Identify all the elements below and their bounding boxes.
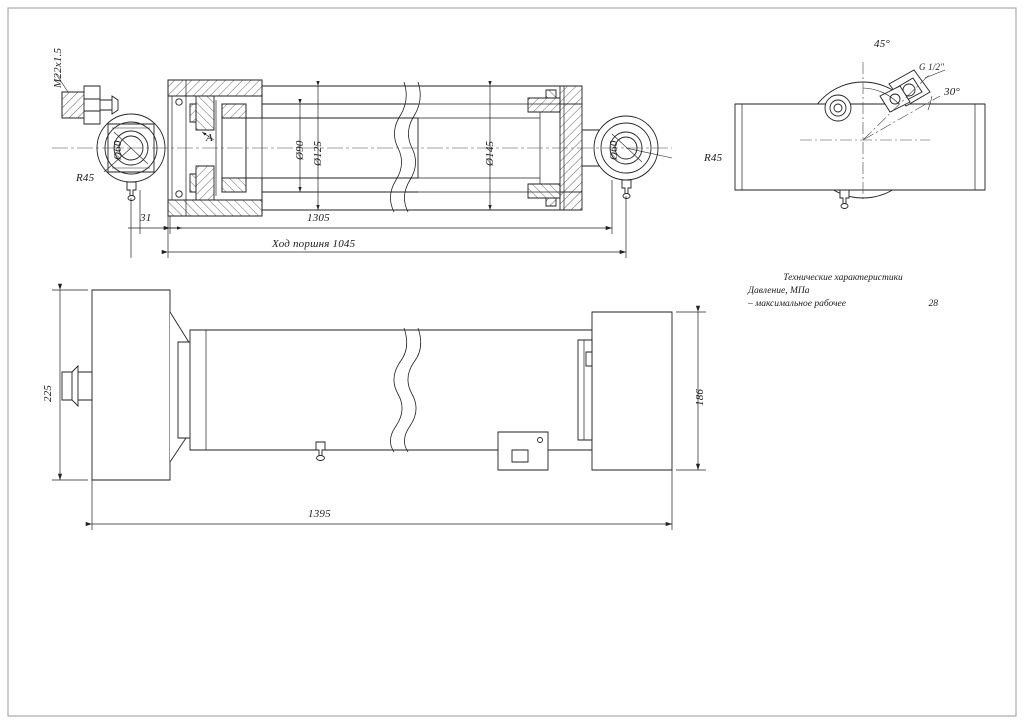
tech-spec-title: Технические характеристики [783, 273, 903, 283]
end-view-geometry [735, 62, 985, 209]
label-piston-dia: Ø125 [312, 140, 324, 166]
tech-spec-row [748, 285, 938, 298]
label-eye-radius-right: R45 [704, 152, 723, 164]
label-piston-stroke: Ход поршня 1045 [272, 238, 356, 250]
label-eye-radius-left: R45 [76, 172, 95, 184]
section-view-geometry [52, 80, 672, 216]
label-detail-mark-a: A [206, 132, 213, 144]
label-height-225: 225 [42, 384, 54, 402]
label-length-1395: 1395 [308, 508, 331, 520]
label-barrel-dia: Ø145 [484, 140, 496, 166]
label-thread-m22: M22x1.5 [52, 47, 64, 88]
label-dim-1305: 1305 [307, 212, 330, 224]
label-port-thread: G 1/2" [919, 62, 945, 72]
label-eye-dia-left: Ø60 [112, 140, 124, 160]
label-eye-dia-right: Ø60 [608, 140, 620, 160]
label-dim-31: 31 [140, 212, 152, 224]
tech-spec-label: Давление, МПа [748, 286, 810, 296]
label-rod-dia: Ø90 [294, 140, 306, 160]
label-angle-30: 30° [944, 86, 960, 98]
tech-spec-row [748, 298, 938, 311]
label-angle-45: 45° [874, 38, 890, 50]
tech-spec-value: 28 [928, 299, 938, 309]
outline-view-geometry [62, 290, 672, 480]
label-height-186: 186 [694, 388, 706, 406]
tech-spec-block [748, 272, 938, 311]
tech-spec-label: – максимальное рабочее [748, 299, 846, 309]
